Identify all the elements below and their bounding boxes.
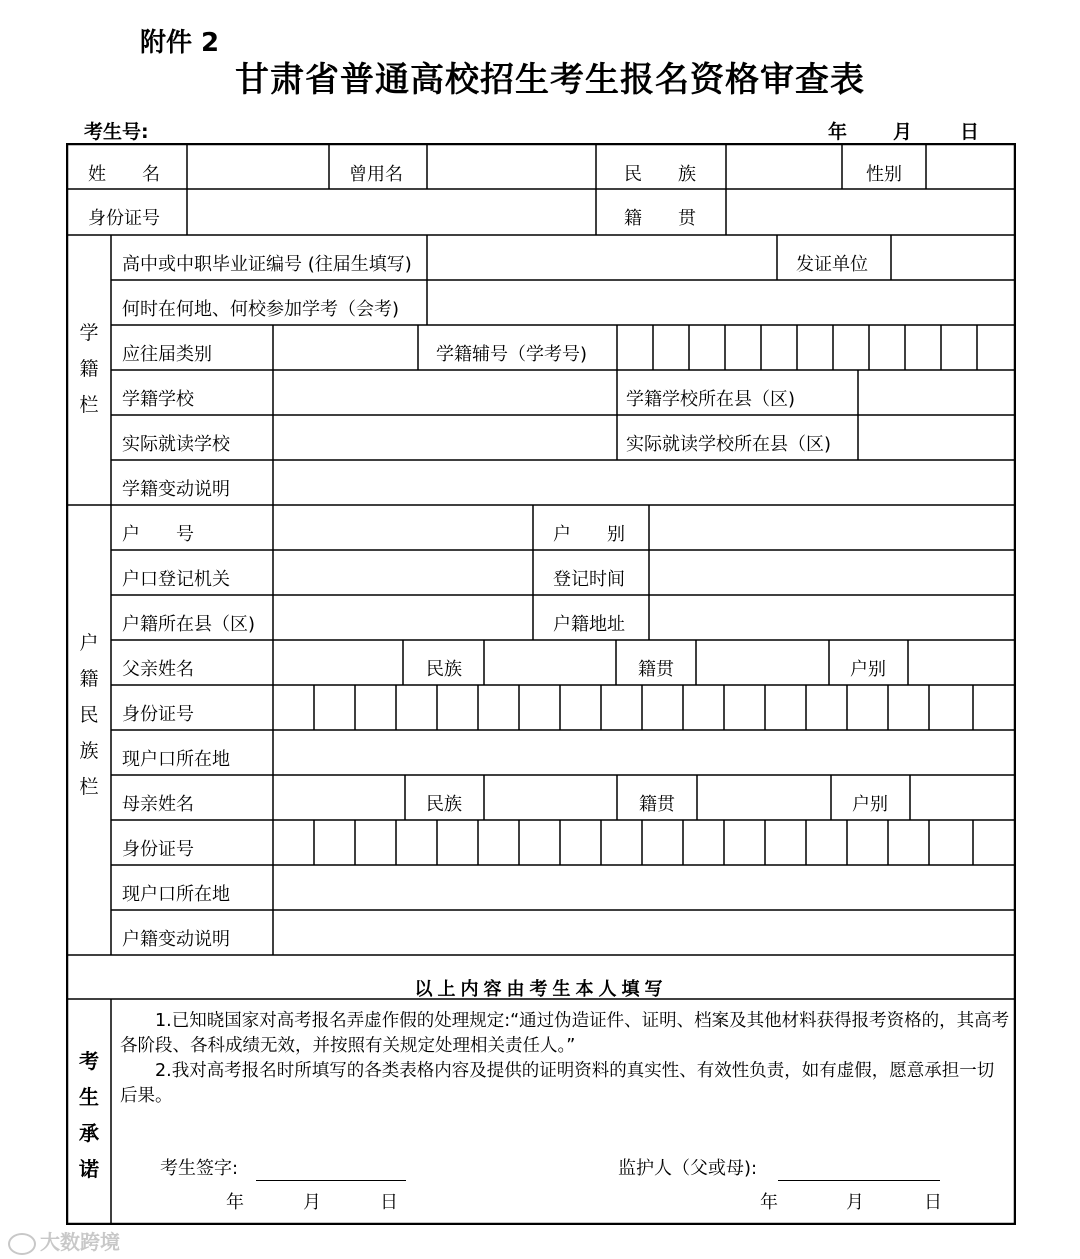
- label-id-number: 身份证号: [88, 208, 160, 229]
- section-title-household: 户 籍 民 族 栏: [79, 632, 99, 798]
- guardian-sign-day: 日: [924, 1192, 942, 1213]
- label-mother-hukou-type: 户别: [852, 794, 888, 815]
- label-father-hukou-type: 户别: [850, 659, 886, 680]
- label-registry-aux-number: 学籍辅号（学考号): [436, 344, 588, 365]
- label-graduate-type: 应往届类别: [122, 344, 212, 365]
- label-father-ethnicity: 民族: [426, 659, 462, 680]
- section-title-pledge: 考 生 承 诺: [79, 1049, 99, 1181]
- label-hukou-type: 户 别: [553, 524, 625, 545]
- annex-label: 附件 2: [140, 28, 220, 58]
- student-sign-month: 月: [303, 1192, 321, 1213]
- header-day-label: 日: [960, 121, 980, 143]
- label-mother-ethnicity: 民族: [426, 794, 462, 815]
- header-month-label: 月: [893, 121, 913, 143]
- label-registration-time: 登记时间: [553, 569, 625, 590]
- label-hukou-county: 户籍所在县（区): [122, 614, 256, 635]
- label-name: 姓 名: [88, 164, 160, 185]
- label-actual-school-county: 实际就读学校所在县（区): [626, 434, 832, 455]
- label-former-name: 曾用名: [349, 164, 403, 185]
- guardian-signature-label: 监护人（父或母):: [618, 1158, 758, 1179]
- exam-number-label: 考生号:: [84, 121, 149, 143]
- watermark: [8, 1226, 120, 1255]
- label-mother-id-number: 身份证号: [122, 839, 194, 860]
- student-sign-day: 日: [380, 1192, 398, 1213]
- self-fill-note: 以上内容由考生本人填写: [414, 979, 668, 1000]
- student-sign-year: 年: [226, 1192, 244, 1213]
- guardian-sign-year: 年: [760, 1192, 778, 1213]
- label-father-native-place: 籍贯: [638, 659, 674, 680]
- label-mother-name: 母亲姓名: [122, 794, 194, 815]
- label-diploma-number: 高中或中职毕业证编号 (往届生填写): [122, 254, 412, 275]
- watermark-logo-icon: [8, 1233, 36, 1255]
- label-registration-office: 户口登记机关: [122, 569, 230, 590]
- label-native-place: 籍 贯: [624, 208, 696, 229]
- label-hukou-address: 户籍地址: [553, 614, 625, 635]
- label-exam-when-where: 何时在何地、何校参加学考（会考): [122, 299, 400, 320]
- label-mother-residence: 现户口所在地: [122, 884, 230, 905]
- label-registry-change: 学籍变动说明: [122, 479, 230, 500]
- label-registry-school-county: 学籍学校所在县（区): [626, 389, 796, 410]
- student-signature-line[interactable]: [256, 1180, 406, 1181]
- label-actual-school: 实际就读学校: [122, 434, 230, 455]
- label-ethnicity: 民 族: [624, 164, 696, 185]
- pledge-paragraph-1: 1.已知晓国家对高考报名弄虚作假的处理规定:“通过伪造证件、证明、档案及其他材料获得报考资格的，其高考各阶段、各科成绩无效，并按照有关规定处理相关责任人。”: [120, 1011, 1010, 1056]
- student-signature-label: 考生签字:: [160, 1158, 239, 1179]
- label-issuer: 发证单位: [796, 254, 868, 275]
- form-title: 甘肃省普通高校招生考生报名资格审查表: [235, 60, 865, 100]
- label-gender: 性别: [866, 164, 902, 185]
- label-hukou-change: 户籍变动说明: [122, 929, 230, 950]
- watermark-text: 大数跨境: [40, 1230, 120, 1254]
- form-table: [66, 143, 1016, 1225]
- label-father-name: 父亲姓名: [122, 659, 194, 680]
- label-mother-native-place: 籍贯: [639, 794, 675, 815]
- label-father-residence: 现户口所在地: [122, 749, 230, 770]
- header-year-label: 年: [828, 121, 848, 143]
- label-hukou-number: 户 号: [122, 524, 194, 545]
- section-title-school: 学 籍 栏: [79, 322, 99, 416]
- guardian-signature-line[interactable]: [778, 1180, 940, 1181]
- label-registry-school: 学籍学校: [122, 389, 194, 410]
- pledge-paragraph-2: 2.我对高考报名时所填写的各类表格内容及提供的证明资料的真实性、有效性负责，如有虚假，愿意承担一切后果。: [120, 1061, 995, 1106]
- label-father-id-number: 身份证号: [122, 704, 194, 725]
- guardian-sign-month: 月: [846, 1192, 864, 1213]
